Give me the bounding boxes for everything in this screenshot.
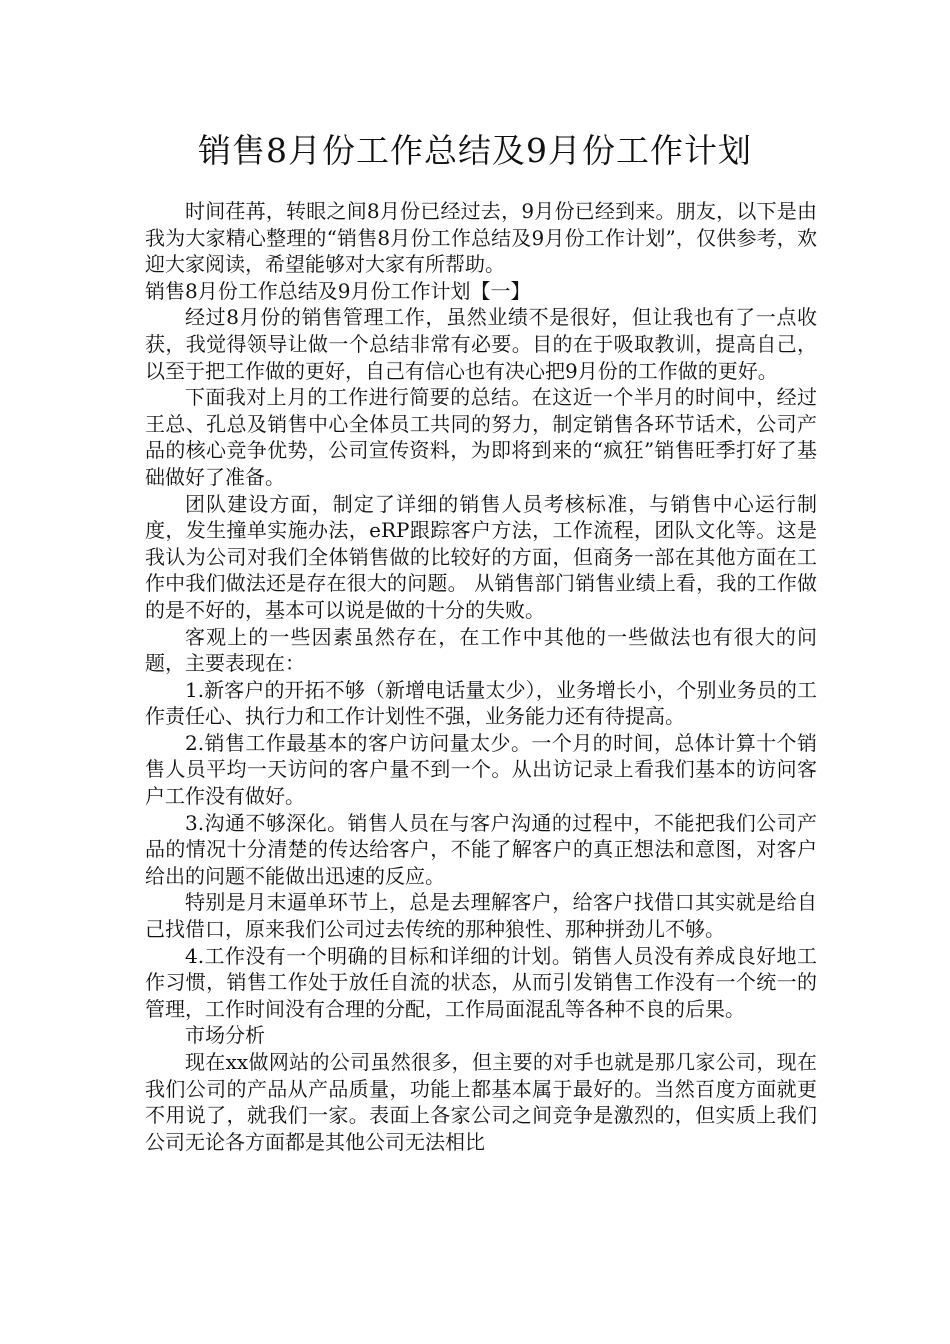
- section-heading: 销售8月份工作总结及9月份工作计划【一】: [145, 278, 531, 303]
- list-item: 1.新客户的开拓不够（新增电话量太少），业务增长小，个别业务员的工作责任心、执行力和工作计划性不强，业务能力还有待提高。: [145, 677, 817, 729]
- paragraph: 下面我对上月的工作进行简要的总结。在这近一个半月的时间中，经过王总、孔总及销售中心全体员工共同的努力，制定销售各环节话术，公司产品的核心竞争优势，公司宣传资料，为即将到来的“疯狂”销售旺季打好了基础做好了准备。: [145, 385, 817, 489]
- paragraph: 经过8月份的销售管理工作，虽然业绩不是很好，但让我也有了一点收获，我觉得领导让做一个总结非常有必要。目的在于吸取教训，提高自己，以至于把工作做的更好，自己有信心也有决心把9月份的工作做的更好。: [145, 305, 817, 383]
- subheading-market-analysis: 市场分析: [185, 1023, 265, 1048]
- page-title: 销售8月份工作总结及9月份工作计划: [198, 131, 752, 170]
- paragraph: 团队建设方面，制定了详细的销售人员考核标准，与销售中心运行制度，发生撞单实施办法，eRP跟踪客户方法，工作流程，团队文化等。这是我认为公司对我们全体销售做的比较好的方面，但商务一部在其他方面在工作中我们做法还是存在很大的问题。 从销售部门销售业绩上看，我的工作做的是不好的，基本可以说是做的十分的失败。: [145, 491, 817, 622]
- paragraph-intro: 时间荏苒，转眼之间8月份已经过去，9月份已经到来。朋友，以下是由我为大家精心整理的“销售8月份工作总结及9月份工作计划”，仅供参考，欢迎大家阅读，希望能够对大家有所帮助。: [145, 199, 817, 277]
- list-item: 3.沟通不够深化。销售人员在与客户沟通的过程中，不能把我们公司产品的情况十分清楚的传达给客户，不能了解客户的真正想法和意图，对客户给出的问题不能做出迅速的反应。: [145, 810, 817, 888]
- paragraph: 特别是月末逼单环节上，总是去理解客户，给客户找借口其实就是给自己找借口，原来我们公司过去传统的那种狼性、那种拼劲儿不够。: [145, 890, 817, 942]
- list-item: 4.工作没有一个明确的目标和详细的计划。销售人员没有养成良好地工作习惯，销售工作处于放任自流的状态，从而引发销售工作没有一个统一的管理，工作时间没有合理的分配，工作局面混乱等各种不良的后果。: [145, 943, 817, 1021]
- document-body: [145, 198, 817, 1155]
- paragraph: 现在xx做网站的公司虽然很多，但主要的对手也就是那几家公司，现在我们公司的产品从产品质量，功能上都基本属于最好的。当然百度方面就更不用说了，就我们一家。表面上各家公司之间竞争是激烈的，但实质上我们公司无论各方面都是其他公司无法相比: [145, 1050, 817, 1154]
- paragraph: 客观上的一些因素虽然存在，在工作中其他的一些做法也有很大的问题，主要表现在：: [145, 624, 817, 676]
- list-item: 2.销售工作最基本的客户访问量太少。一个月的时间，总体计算十个销售人员平均一天访问的客户量不到一个。从出访记录上看我们基本的访问客户工作没有做好。: [145, 730, 817, 809]
